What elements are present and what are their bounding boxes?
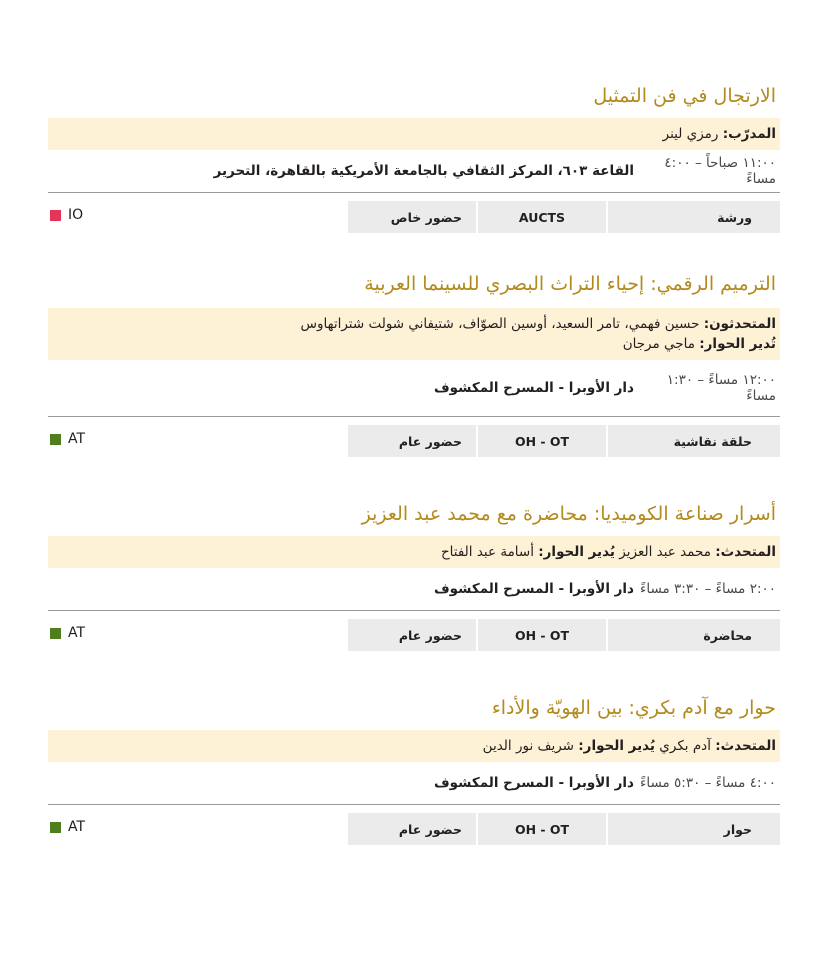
event-type-tag: حوار [608, 813, 780, 845]
event-people [48, 536, 780, 568]
role-label: يُدير الحوار: [578, 738, 656, 754]
person-names: حسين فهمي، تامر السعيد، أوسين الصوّاف، شتيفاني شولت شتراتهاوس [300, 316, 704, 332]
person-names: أسامة عبد الفتاح [440, 544, 539, 560]
location-code-tag: OH - OT [478, 425, 606, 457]
role-label: المتحدثون: [703, 316, 776, 332]
event-type-tag: حلقة نقاشية [608, 425, 780, 457]
event-venue: القاعة ٦٠٣، المركز الثقافي بالجامعة الأمريكية بالقاهرة، التحرير [213, 163, 634, 179]
event-title: الترميم الرقمي: إحياء التراث البصري للسينما العربية [364, 273, 776, 295]
person-names: شريف نور الدين [482, 738, 579, 754]
event-time-venue [48, 360, 780, 417]
event-people [48, 308, 780, 360]
event-venue: دار الأوبرا - المسرح المكشوف [434, 581, 634, 597]
event-time: ٤:٠٠ مساءً – ٥:٣٠ مساءً [639, 775, 776, 791]
role-label: تُدير الحوار: [699, 336, 776, 352]
event-tags [48, 811, 780, 847]
location-code-tag: AUCTS [478, 201, 606, 233]
role-label: المتحدث: [715, 544, 776, 560]
color-square-icon [50, 822, 61, 833]
color-square-icon [50, 434, 61, 445]
audience-code: AT [50, 617, 85, 649]
event-tags [48, 423, 780, 459]
event-title: حوار مع آدم بكري: بين الهويّة والأداء [491, 697, 776, 719]
attendance-tag: حضور عام [348, 619, 476, 651]
attendance-tag: حضور عام [348, 425, 476, 457]
event-time: ٢:٠٠ مساءً – ٣:٣٠ مساءً [639, 581, 776, 597]
event-card [48, 270, 780, 459]
event-type-tag: ورشة [608, 201, 780, 233]
audience-code: AT [50, 811, 85, 843]
person-names: محمد عبد العزيز [615, 544, 716, 560]
event-card [48, 500, 780, 653]
event-time: ١٢:٠٠ مساءً – ١:٣٠ مساءً [666, 372, 776, 404]
event-people [48, 730, 780, 762]
event-time-venue [48, 568, 780, 611]
role-label: المدرّب: [722, 126, 776, 142]
role-label: يُدير الحوار: [538, 544, 615, 560]
person-names: آدم بكري [655, 738, 716, 754]
role-label: المتحدث: [715, 738, 776, 754]
attendance-tag: حضور خاص [348, 201, 476, 233]
color-square-icon [50, 210, 61, 221]
audience-code: IO [50, 199, 83, 231]
location-code-tag: OH - OT [478, 619, 606, 651]
event-people [48, 118, 780, 150]
event-time: ١١:٠٠ صباحاً – ٤:٠٠ مساءً [664, 155, 776, 187]
color-square-icon [50, 628, 61, 639]
event-tags [48, 617, 780, 653]
event-type-tag: محاضرة [608, 619, 780, 651]
attendance-tag: حضور عام [348, 813, 476, 845]
event-title: الارتجال في فن التمثيل [593, 85, 776, 107]
event-venue: دار الأوبرا - المسرح المكشوف [434, 380, 634, 396]
event-tags [48, 199, 780, 235]
event-title: أسرار صناعة الكوميديا: محاضرة مع محمد عبد العزيز [361, 503, 776, 525]
event-time-venue [48, 150, 780, 193]
person-names: رمزي لينر [662, 126, 723, 142]
audience-code: AT [50, 423, 85, 455]
person-names: ماجي مرجان [622, 336, 700, 352]
event-venue: دار الأوبرا - المسرح المكشوف [434, 775, 634, 791]
event-card [48, 82, 780, 235]
event-time-venue [48, 762, 780, 805]
location-code-tag: OH - OT [478, 813, 606, 845]
event-card [48, 694, 780, 847]
